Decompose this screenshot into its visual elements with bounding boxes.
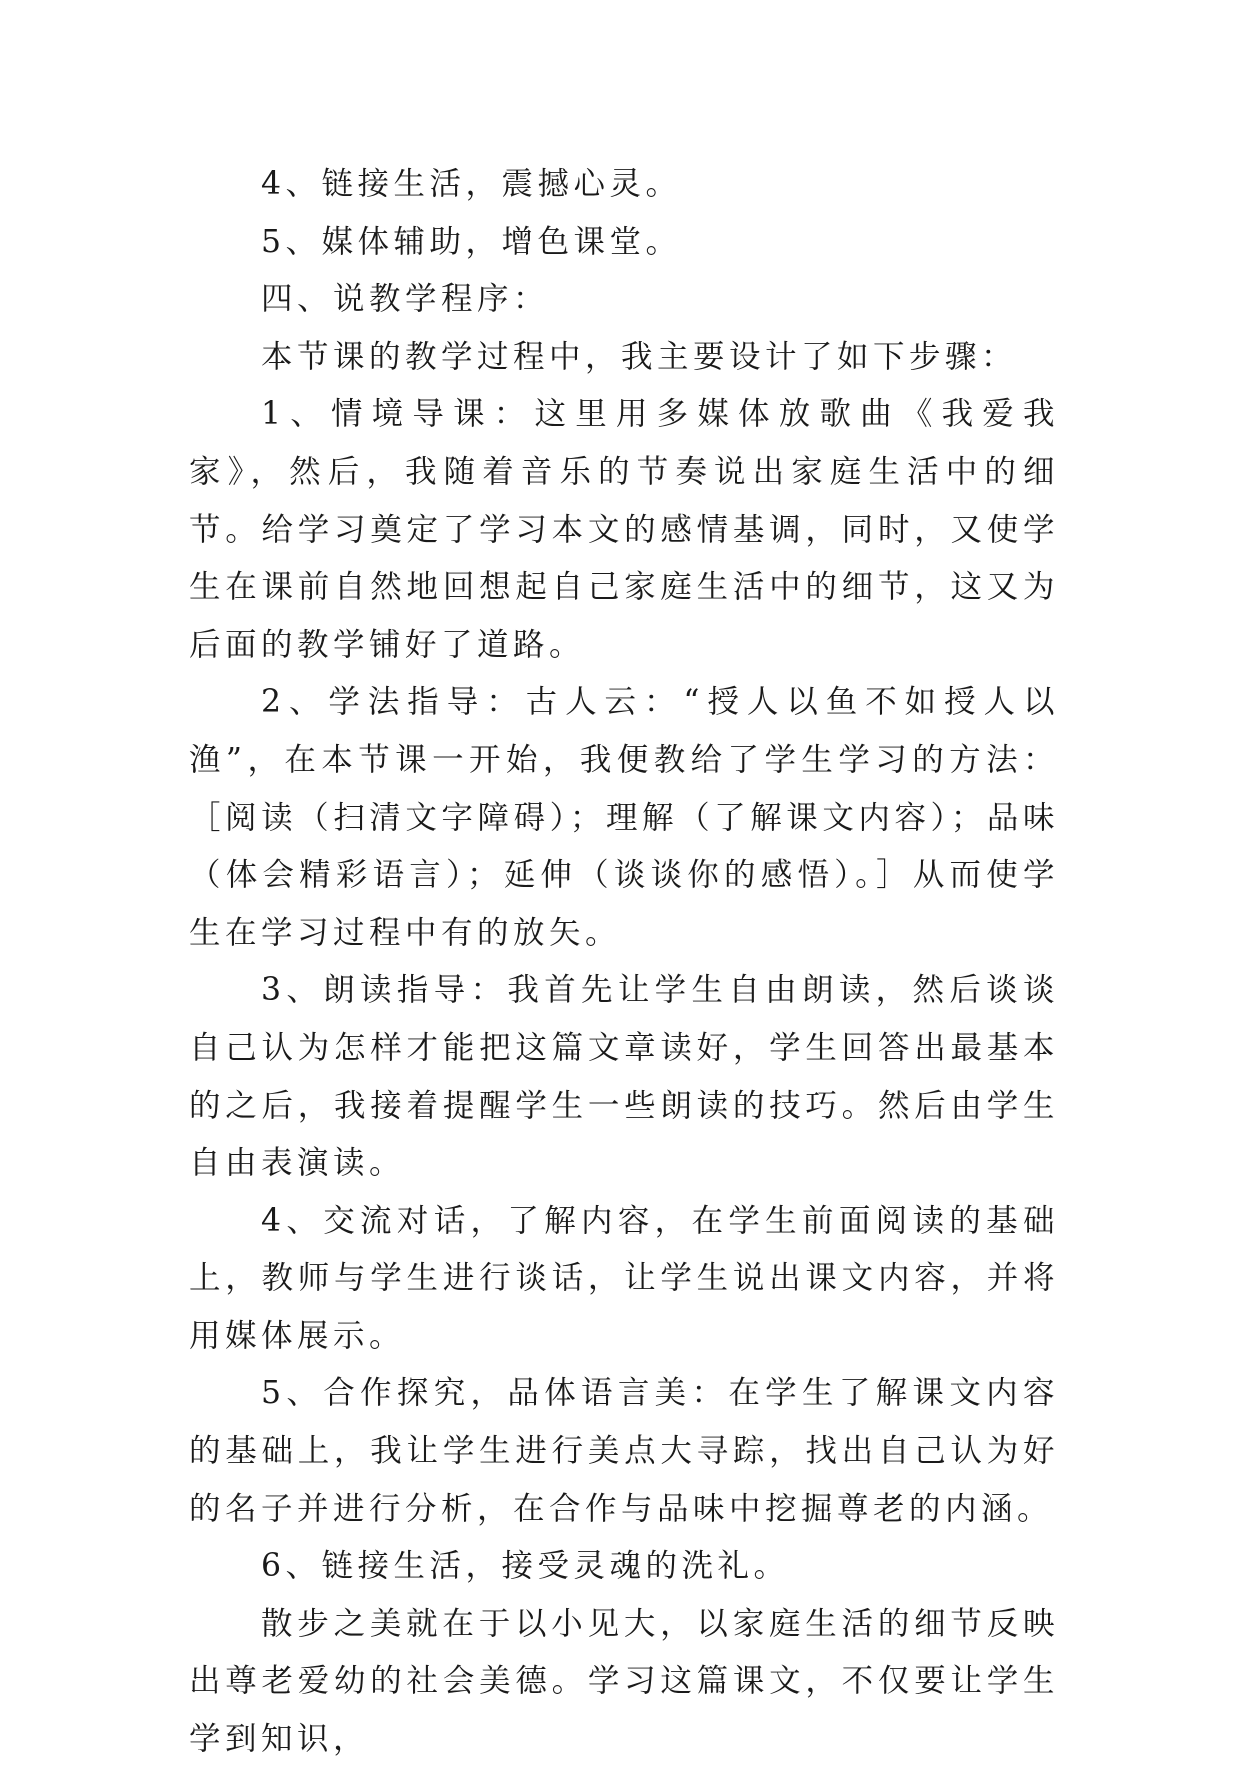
paragraph-step-6: 6、链接生活，接受灵魂的洗礼。 — [261, 1548, 790, 1585]
paragraph-step-1: 1、情境导课：这里用多媒体放歌曲《我爱我家》，然后，我随着音乐的节奏说出家庭生活中的细节。给学习奠定了学习本文的感情基调，同时，又使学生在课前自然地回想起自己家庭生活中的细节，这又为后面的教学铺好了道路。 — [189, 396, 1059, 663]
paragraph-step-2: 2、学法指导：古人云：“授人以鱼不如授人以渔”，在本节课一开始，我便教给了学生学习的方法：［阅读（扫清文字障碍）；理解（了解课文内容）；品味（体会精彩语言）；延伸（谈谈你的感悟）。］从而使学生在学习过程中有的放矢。 — [189, 684, 1059, 951]
document-body — [189, 156, 1059, 1769]
paragraph-item-5-media: 5、媒体辅助，增色课堂。 — [261, 223, 682, 260]
paragraph-conclusion: 散步之美就在于以小见大，以家庭生活的细节反映出尊老爱幼的社会美德。学习这篇课文，不仅要让学生学到知识， — [189, 1605, 1059, 1758]
section-heading-teaching-procedure: 四、说教学程序： — [261, 281, 550, 318]
paragraph-procedure-intro: 本节课的教学过程中，我主要设计了如下步骤： — [261, 338, 1018, 375]
paragraph-item-4-link-life: 4、链接生活，震撼心灵。 — [261, 166, 682, 202]
paragraph-step-4: 4、交流对话，了解内容，在学生前面阅读的基础上，教师与学生进行谈话，让学生说出课文内容，并将用媒体展示。 — [189, 1202, 1059, 1354]
paragraph-step-3: 3、朗读指导：我首先让学生自由朗读，然后谈谈自己认为怎样才能把这篇文章读好，学生回答出最基本的之后，我接着提醒学生一些朗读的技巧。然后由学生自由表演读。 — [189, 972, 1059, 1182]
paragraph-step-5: 5、合作探究，品体语言美：在学生了解课文内容的基础上，我让学生进行美点大寻踪，找出自己认为好的名子并进行分析，在合作与品味中挖掘尊老的内涵。 — [189, 1375, 1059, 1527]
